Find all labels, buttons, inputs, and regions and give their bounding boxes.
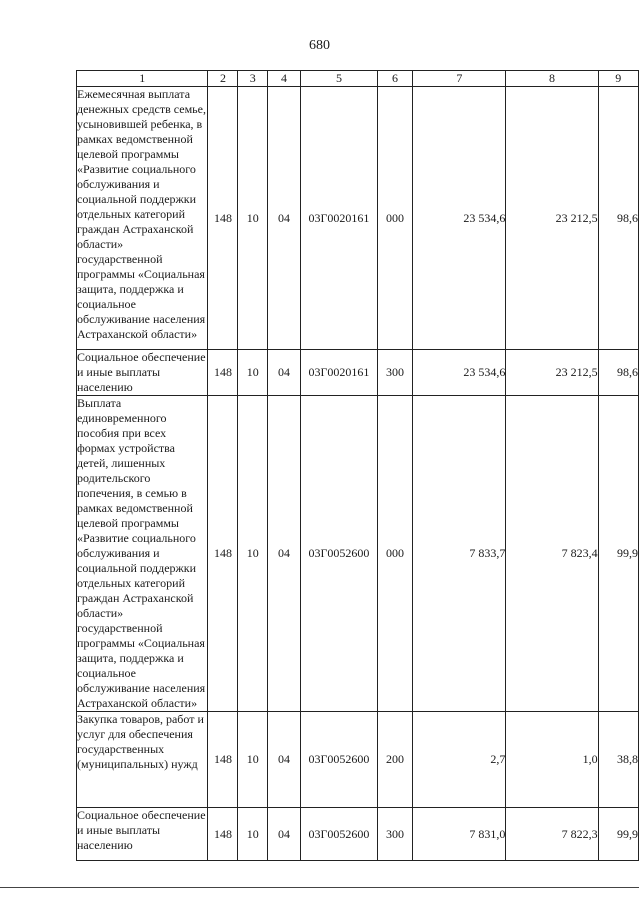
cell-col4: 04 <box>267 712 300 808</box>
column-header: 2 <box>208 71 238 87</box>
column-header: 6 <box>377 71 413 87</box>
cell-col6: 200 <box>377 712 413 808</box>
cell-col3: 10 <box>238 87 268 350</box>
cell-col3: 10 <box>238 712 268 808</box>
cell-col9: 99,9 <box>598 808 638 861</box>
cell-col8: 23 212,5 <box>506 350 598 396</box>
cell-col3: 10 <box>238 808 268 861</box>
cell-col4: 04 <box>267 87 300 350</box>
cell-col3: 10 <box>238 396 268 712</box>
table-row <box>77 87 639 350</box>
budget-table <box>76 70 639 861</box>
page-bottom-rule <box>0 887 639 888</box>
column-header: 8 <box>506 71 598 87</box>
cell-col9: 99,9 <box>598 396 638 712</box>
row-description: Социальное обеспечение и иные выплаты населению <box>77 350 208 396</box>
cell-col2: 148 <box>208 396 238 712</box>
table-row <box>77 350 639 396</box>
cell-col4: 04 <box>267 808 300 861</box>
cell-col6: 000 <box>377 396 413 712</box>
cell-col7: 23 534,6 <box>413 87 506 350</box>
cell-col8: 1,0 <box>506 712 598 808</box>
cell-col8: 7 823,4 <box>506 396 598 712</box>
cell-col7: 2,7 <box>413 712 506 808</box>
column-header: 9 <box>598 71 638 87</box>
cell-col2: 148 <box>208 87 238 350</box>
cell-col9: 98,6 <box>598 87 638 350</box>
cell-col9: 98,6 <box>598 350 638 396</box>
cell-col8: 7 822,3 <box>506 808 598 861</box>
table-row <box>77 712 639 808</box>
table-row <box>77 396 639 712</box>
column-header: 7 <box>413 71 506 87</box>
column-header: 5 <box>301 71 378 87</box>
column-header: 3 <box>238 71 268 87</box>
header-row <box>77 71 639 87</box>
cell-col5: 03Г0020161 <box>301 350 378 396</box>
cell-col4: 04 <box>267 350 300 396</box>
cell-col2: 148 <box>208 712 238 808</box>
cell-col2: 148 <box>208 808 238 861</box>
cell-col6: 300 <box>377 808 413 861</box>
cell-col5: 03Г0052600 <box>301 808 378 861</box>
cell-col7: 23 534,6 <box>413 350 506 396</box>
row-description: Закупка товаров, работ и услуг для обеспечения государственных (муниципальных) нужд <box>77 712 208 808</box>
cell-col7: 7 833,7 <box>413 396 506 712</box>
cell-col6: 300 <box>377 350 413 396</box>
row-description: Выплата единовременного пособия при всех формах устройства детей, лишенных родительского попечения, в семью в рамках ведомственной целевой программы «Развитие социального обслуживания и социальной поддержки отдельных категорий граждан Астраханской области» государственной программы «Социальная защита, поддержка и социальное обслуживание населения Астраханской области» <box>77 396 208 712</box>
row-description: Социальное обеспечение и иные выплаты населению <box>77 808 208 861</box>
cell-col5: 03Г0052600 <box>301 396 378 712</box>
column-header: 1 <box>77 71 208 87</box>
column-header: 4 <box>267 71 300 87</box>
cell-col3: 10 <box>238 350 268 396</box>
cell-col5: 03Г0052600 <box>301 712 378 808</box>
cell-col7: 7 831,0 <box>413 808 506 861</box>
cell-col5: 03Г0020161 <box>301 87 378 350</box>
cell-col8: 23 212,5 <box>506 87 598 350</box>
cell-col9: 38,8 <box>598 712 638 808</box>
cell-col6: 000 <box>377 87 413 350</box>
row-description: Ежемесячная выплата денежных средств семье, усыновившей ребенка, в рамках ведомственной целевой программы «Развитие социального обслуживания и социальной поддержки отдельных категорий граждан Астраханской области» государственной программы «Социальная защита, поддержка и социальное обслуживание населения Астраханской области» <box>77 87 208 350</box>
page-number: 680 <box>309 38 330 53</box>
cell-col2: 148 <box>208 350 238 396</box>
cell-col4: 04 <box>267 396 300 712</box>
table-row <box>77 808 639 861</box>
